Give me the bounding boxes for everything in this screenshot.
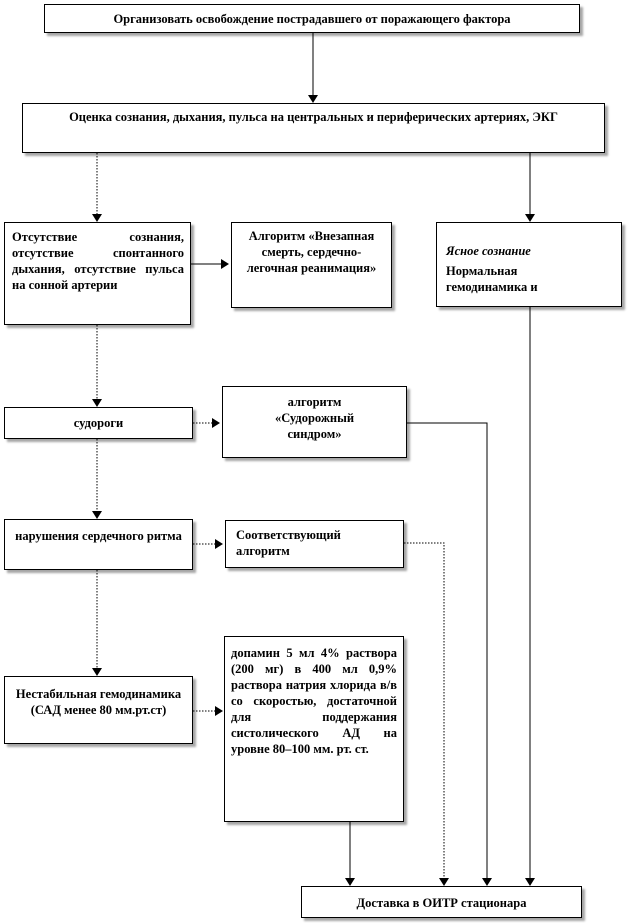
arrhythmia-text: нарушения сердечного ритма [15, 529, 182, 543]
arrhythmia-box [4, 519, 193, 570]
sudden-death-algorithm-box [231, 222, 392, 308]
seizures-box [4, 407, 193, 439]
dopamine-box [224, 636, 404, 822]
clear-consciousness-title: Ясное сознание [446, 244, 531, 258]
unstable-hemodynamics-box [4, 676, 193, 744]
no-consciousness-box [4, 222, 191, 325]
release-box [44, 4, 580, 33]
delivery-box [301, 886, 582, 918]
appropriate-algorithm-box [225, 520, 404, 568]
assessment-text: Оценка сознания, дыхания, пульса на центральных и периферических артериях, ЭКГ [69, 110, 558, 124]
delivery-text: Доставка в ОИТР стационара [356, 896, 527, 910]
arrow-seizure-algorithm-to-delivery [407, 423, 487, 885]
unstable-hemodynamics-text: Нестабильная гемодинамика (САД менее 80 мм.рт.ст) [15, 687, 182, 717]
seizures-text: судороги [73, 416, 124, 430]
sudden-death-algorithm-text: Алгоритм «Внезапная смерть, сердечно-легочная реанимация» [246, 229, 377, 275]
seizure-algorithm-box [222, 386, 407, 458]
arrow-appropriate-algorithm-to-delivery [404, 543, 444, 885]
appropriate-algorithm-text: Соответствующий алгоритм [236, 528, 341, 558]
clear-consciousness-box [436, 222, 622, 307]
assessment-box [22, 103, 605, 153]
release-text: Организовать освобождение пострадавшего от поражающего фактора [113, 12, 511, 26]
no-consciousness-text: Отсутствие сознания, отсутствие спонтанного дыхания, отсутствие пульса на сонной артерии [12, 230, 184, 292]
seizure-algorithm-text: алгоритм «Судорожный синдром» [274, 395, 355, 441]
clear-consciousness-text: Нормальная гемодинамика и [446, 264, 538, 294]
dopamine-text: допамин 5 мл 4% раствора (200 мг) в 400 мл 0,9% раствора натрия хлорида в/в со скоростью, достаточной для поддержания систолического АД на уровне 80–100 мм. рт. ст. [231, 646, 397, 756]
